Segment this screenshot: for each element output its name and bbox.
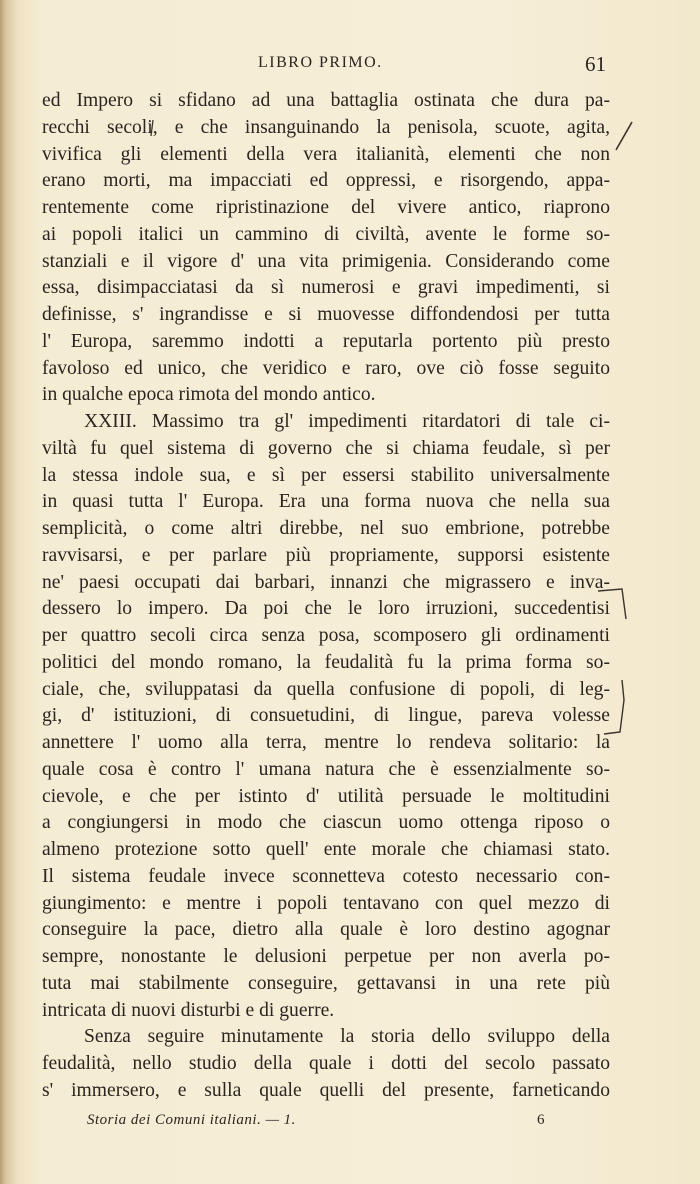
text-line: feudalità, nello studio della quale i dotti del secolo passato — [42, 1053, 610, 1074]
text-line: erano morti, ma impacciati ed oppressi, e risorgendo, appa- — [42, 170, 610, 192]
running-head — [0, 52, 700, 76]
text-line: recchi secoli, e che insanguinando la penisola, scuote, agita, — [42, 116, 610, 138]
text-line: gi, d' istituzioni, di consuetudini, di lingue, pareva volesse — [42, 705, 610, 727]
running-title: LIBRO PRIMO. — [258, 54, 383, 71]
text-line: ciale, che, sviluppatasi da quella confusione di popoli, di leg- — [42, 678, 610, 700]
text-line: politici del mondo romano, la feudalità fu la prima forma so- — [42, 651, 610, 673]
text-line: s' immersero, e sulla quale quelli del presente, farneticando — [42, 1079, 610, 1101]
text-line: ed Impero si sfidano ad una battaglia ostinata che dura pa- — [42, 90, 610, 111]
pencil-mark-bracket-top — [596, 585, 630, 625]
text-line: rentemente come ripristinazione del vivere antico, riaprono — [42, 197, 610, 218]
text-line: semplicità, o come altri direbbe, nel suo embrione, potrebbe — [42, 518, 610, 539]
text-line: intricata di nuovi disturbi e di guerre. — [42, 999, 335, 1021]
text-line: vivifica gli elementi della vera italianità, elementi che non — [42, 143, 610, 165]
text-line: la stessa indole sua, e sì per essersi stabilito universalmente — [42, 464, 610, 486]
text-line: ne' paesi occupati dai barbari, innanzi che migrassero e inva- — [42, 571, 610, 593]
pencil-mark-bracket-bottom — [602, 676, 632, 738]
text-line: stanziali e il vigore d' una vita primigenia. Considerando come — [42, 250, 610, 272]
body-text — [42, 88, 610, 1105]
text-line: quale cosa è contro l' umana natura che è essenzialmente so- — [42, 758, 610, 780]
text-line: definisse, s' ingrandisse e si muovesse diffondendosi per tutta — [42, 304, 610, 325]
text-line: tuta mai stabilmente conseguire, gettavansi in una rete più — [42, 972, 610, 994]
text-line: Senza seguire minutamente la storia dello sviluppo della — [84, 1026, 610, 1048]
text-line: l' Europa, saremmo indotti a reputarla portento più presto — [42, 330, 610, 352]
page-number: 61 — [585, 52, 606, 76]
text-line: cievole, e che per istinto d' utilità persuade le moltitudini — [42, 785, 610, 807]
text-line: almeno protezione sotto quell' ente morale che chiamasi stato. — [42, 839, 610, 860]
text-line: ai popoli italici un cammino di civiltà, avente le forme so- — [42, 223, 610, 245]
text-line: in qualche epoca rimota del mondo antico. — [42, 384, 376, 406]
text-line: conseguire la pace, dietro alla quale è loro destino agognar — [42, 919, 610, 941]
pencil-mark-tick — [145, 118, 157, 140]
text-line: giungimento: e mentre i popoli tentavano con quel mezzo di — [42, 892, 610, 914]
text-line: ravvisarsi, e per parlare più propriamente, supporsi esistente — [42, 544, 610, 566]
signature-mark: 6 — [537, 1112, 545, 1128]
pencil-mark-slash — [612, 120, 636, 154]
text-line: sempre, nonostante le delusioni perpetue per non averla po- — [42, 946, 610, 967]
text-line: per quattro secoli circa senza posa, scomposero gli ordinamenti — [42, 625, 610, 646]
page-footer — [0, 1112, 700, 1134]
text-line: in quasi tutta l' Europa. Era una forma nuova che nella sua — [42, 491, 610, 513]
text-line: a congiungersi in modo che ciascun uomo ottenga riposo o — [42, 812, 610, 834]
section-heading-line: XXIII. Massimo tra gl' impedimenti ritardatori di tale ci- — [84, 411, 610, 432]
footer-book-title: Storia dei Comuni italiani. — 1. — [87, 1112, 296, 1128]
text-line: favoloso ed unico, che veridico e raro, ove ciò fosse seguito — [42, 357, 610, 379]
text-line: viltà fu quel sistema di governo che si chiama feudale, sì per — [42, 437, 610, 459]
text-line: Il sistema feudale invece sconnetteva cotesto necessario con- — [42, 865, 610, 887]
text-line: essa, disimpacciatasi da sì numerosi e gravi impedimenti, si — [42, 277, 610, 299]
text-line: annettere l' uomo alla terra, mentre lo rendeva solitario: la — [42, 732, 610, 753]
text-line: dessero lo impero. Da poi che le loro irruzioni, succedentisi — [42, 598, 610, 620]
